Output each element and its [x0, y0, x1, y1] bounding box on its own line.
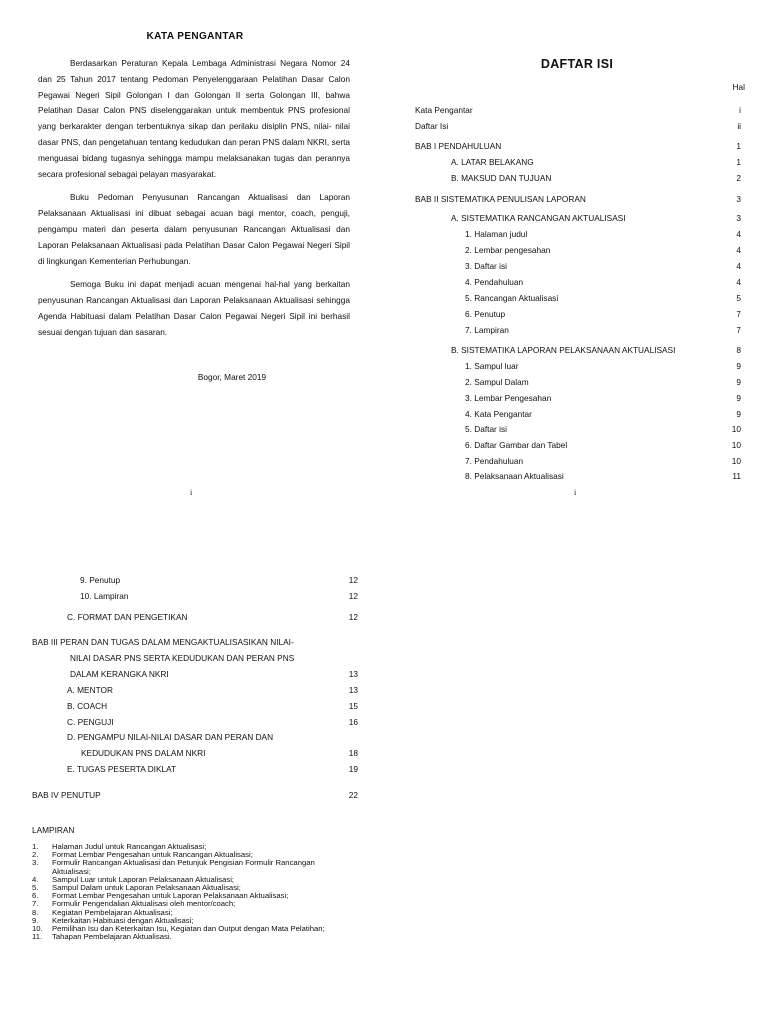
toc-page-number: 10: [731, 424, 741, 434]
kata-pengantar-paragraph: Buku Pedoman Penyusunan Rancangan Aktualisasi dan Laporan Pelaksanaan Aktualisasi ini dibuat sebagai acuan bagi mentor, coach, penguji, pengampu materi dan peserta dalam penyusunan Rancangan Aktualisasi dan Laporan Pelaksanaan Aktualisasi pada Pelatihan Dasar Calon Pegawai Negeri Sipil di lingkungan Kementerian Perhubungan.: [38, 192, 350, 266]
kata-pengantar-signature: Bogor, Maret 2019: [197, 372, 267, 382]
toc-entry: 3. Daftar isi: [465, 261, 507, 271]
page-number: i: [190, 488, 193, 497]
toc-entry: B. COACH: [67, 701, 108, 711]
kata-pengantar-paragraph: Semoga Buku ini dapat menjadi acuan mengenai hal-hal yang berkaitan penyusunan Rancangan Aktualisasi dan Laporan Pelaksanaan Aktualisasi sehingga Agenda Habituasi dalam Pelatihan Dasar Calon Pegawai Negeri Sipil ini berhasil sesuai dengan tujuan dan sasaran.: [38, 279, 350, 337]
lampiran-item-text: Formulir Pengendalian Aktualisasi oleh mentor/coach;: [52, 899, 236, 909]
toc-entry: 5. Daftar isi: [465, 424, 507, 434]
lampiran-item-number: 4.: [32, 874, 39, 884]
toc-page-number: 18: [348, 748, 358, 758]
lampiran-item-text: Tahapan Pembelajaran Aktualisasi.: [52, 932, 172, 942]
toc-entry: 10. Lampiran: [80, 591, 129, 601]
toc-entry: Kata Pengantar: [415, 105, 473, 115]
toc-page-number: 13: [348, 669, 358, 679]
toc-entry: 1. Halaman judul: [465, 229, 528, 239]
toc-page-number: 1: [736, 157, 741, 167]
toc-page-number: 4: [736, 261, 741, 271]
toc-page-number: 3: [736, 213, 741, 223]
toc-page-number: 19: [348, 764, 358, 774]
toc-entry: D. PENGAMPU NILAI-NILAI DASAR DAN PERAN DAN: [67, 732, 274, 742]
lampiran-item-number: 11.: [32, 932, 43, 942]
toc-entry: BAB III PERAN DAN TUGAS DALAM MENGAKTUALISASIKAN NILAI-: [32, 637, 294, 647]
toc-page-number: 10: [731, 440, 741, 450]
toc-entry: 1. Sampul luar: [465, 361, 519, 371]
toc-entry: 7. Pendahuluan: [465, 456, 524, 466]
lampiran-item-text: Format Lembar Pengesahan untuk Laporan Pelaksanaan Aktualisasi;: [52, 891, 289, 901]
toc-entry: DALAM KERANGKA NKRI: [70, 669, 169, 679]
toc-page-number: 7: [736, 309, 741, 319]
hal-label: Hal: [732, 82, 745, 92]
toc-page-number: 15: [348, 701, 358, 711]
lampiran-item: [32, 859, 352, 875]
toc-entry: Daftar Isi: [415, 121, 449, 131]
lampiran-item-number: 7.: [32, 899, 39, 909]
toc-entry: A. LATAR BELAKANG: [451, 157, 534, 167]
toc-entry: 4. Kata Pengantar: [465, 409, 532, 419]
toc-entry: 5. Rancangan Aktualisasi: [465, 293, 559, 303]
toc-entry: B. SISTEMATIKA LAPORAN PELAKSANAAN AKTUALISASI: [451, 345, 676, 355]
lampiran-title: LAMPIRAN: [32, 825, 75, 835]
lampiran-item-text: Format Lembar Pengesahan untuk Rancangan Aktualisasi;: [52, 850, 253, 860]
toc-page-number: 2: [736, 173, 741, 183]
toc-page-number: 13: [348, 685, 358, 695]
lampiran-item-number: 6.: [32, 891, 39, 901]
toc-entry: BAB IV PENUTUP: [32, 790, 101, 800]
lampiran-item-number: 3.: [32, 858, 39, 868]
lampiran-item-text: Halaman Judul untuk Rancangan Aktualisasi;: [52, 842, 207, 851]
toc-entry: 2. Sampul Dalam: [465, 377, 529, 387]
toc-page-number: 11: [732, 471, 741, 481]
toc-page-number: 8: [736, 345, 741, 355]
toc-entry: BAB II SISTEMATIKA PENULISAN LAPORAN: [415, 194, 586, 204]
toc-entry: 6. Daftar Gambar dan Tabel: [465, 440, 568, 450]
toc-page-number: 9: [736, 409, 741, 419]
toc-page-number: 12: [348, 575, 358, 585]
kata-pengantar-body: [38, 56, 350, 349]
toc-entry: 2. Lembar pengesahan: [465, 245, 551, 255]
toc-entry: 6. Penutup: [465, 309, 506, 319]
lampiran-item-number: 8.: [32, 907, 39, 917]
toc-page-number: 10: [731, 456, 741, 466]
toc-page-number: 5: [736, 293, 741, 303]
lampiran-item-text: Formulir Rancangan Aktualisasi dan Petunjuk Pengisian Formulir Rancangan Aktualisasi;: [52, 858, 315, 876]
toc-entry: KEDUDUKAN PNS DALAM NKRI: [81, 748, 206, 758]
kata-pengantar-paragraph: Berdasarkan Peraturan Kepala Lembaga Administrasi Negara Nomor 24 dan 25 Tahun 2017 tentang Pedoman Penyelenggaraan Pelatihan Dasar Calon Pegawai Negeri Sipil Golongan I dan Golongan II serta Golongan III, bahwa Pelatihan Dasar Calon PNS diselenggarakan untuk membentuk PNS profesional yang berkarakter dengan terbentuknya sikap dan perilaku disiplin PNS, nilai- nilai dasar PNS, dan pengetahuan tentang kedudukan dan peran PNS dalam NKRI, serta menguasai bidang tugasnya sehingga mampu melaksanakan tugas dan perannya secara profesional sebagai pelayan masyarakat.: [38, 58, 350, 179]
toc-page-number: 12: [348, 591, 358, 601]
toc-entry: A. MENTOR: [67, 685, 113, 695]
toc-page-number: 12: [348, 612, 358, 622]
toc-entry: 4. Pendahuluan: [465, 277, 524, 287]
lampiran-item-text: Keterkaitan Habituasi dengan Aktualisasi;: [52, 915, 194, 925]
toc-page-number: 3: [736, 194, 741, 204]
toc-entry: 3. Lembar Pengesahan: [465, 393, 552, 403]
toc-page-number: 9: [736, 377, 741, 387]
lampiran-item-number: 2.: [32, 850, 39, 860]
daftar-isi-title: DAFTAR ISI: [540, 57, 614, 71]
toc-page-number: 16: [348, 717, 358, 727]
page-number: i: [574, 488, 577, 497]
toc-entry: E. TUGAS PESERTA DIKLAT: [67, 764, 177, 774]
toc-entry: 8. Pelaksanaan Aktualisasi: [465, 471, 564, 481]
toc-page-number: i: [739, 105, 741, 115]
lampiran-item-number: 5.: [32, 883, 39, 893]
toc-page-number: ii: [737, 121, 741, 131]
toc-page-number: 1: [736, 141, 741, 151]
kata-pengantar-title: KATA PENGANTAR: [146, 31, 244, 42]
toc-page-number: 4: [736, 277, 741, 287]
toc-entry: 7. Lampiran: [465, 325, 509, 335]
toc-page-number: 7: [736, 325, 741, 335]
toc-entry: 9. Penutup: [80, 575, 121, 585]
toc-entry: B. MAKSUD DAN TUJUAN: [451, 173, 552, 183]
toc-page-number: 22: [348, 790, 358, 800]
lampiran-item-number: 10.: [32, 924, 43, 934]
toc-entry: A. SISTEMATIKA RANCANGAN AKTUALISASI: [451, 213, 626, 223]
toc-entry: NILAI DASAR PNS SERTA KEDUDUKAN DAN PERAN PNS: [70, 653, 295, 663]
toc-entry: BAB I PENDAHULUAN: [415, 141, 502, 151]
toc-entry: C. FORMAT DAN PENGETIKAN: [67, 612, 188, 622]
toc-page-number: 9: [736, 393, 741, 403]
lampiran-item-text: Kegiatan Pembelajaran Aktualisasi;: [52, 907, 173, 917]
toc-page-number: 4: [736, 245, 741, 255]
lampiran-item-text: Pemilihan Isu dan Keterkaitan Isu, Kegiatan dan Output dengan Mata Pelatihan;: [52, 924, 325, 934]
toc-page-number: 9: [736, 361, 741, 371]
lampiran-item-text: Sampul Dalam untuk Laporan Pelaksanaan Aktualisasi;: [52, 883, 241, 893]
lampiran-item-text: Sampul Luar untuk Laporan Pelaksanaan Aktualisasi;: [52, 874, 235, 884]
lampiran-item-number: 1.: [32, 842, 39, 851]
lampiran-item-number: 9.: [32, 915, 39, 925]
toc-entry: C. PENGUJI: [67, 717, 114, 727]
lampiran-list: [32, 843, 352, 941]
toc-page-number: 4: [736, 229, 741, 239]
lampiran-item: [32, 933, 352, 941]
